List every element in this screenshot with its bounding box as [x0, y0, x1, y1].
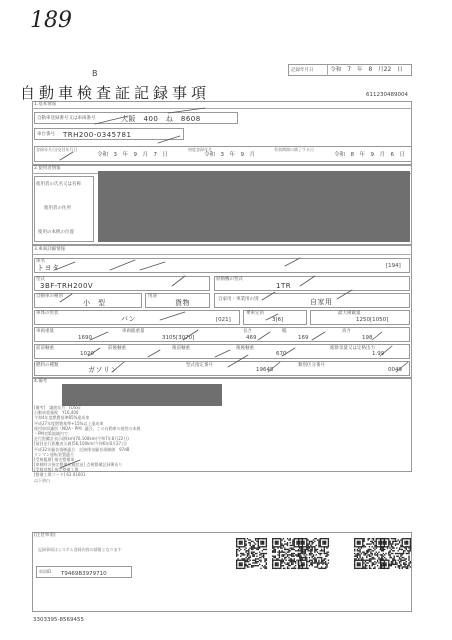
remarks-line: [整備工場コード] 63 01601: [34, 472, 86, 478]
user-info-label: 2.使用者情報: [34, 166, 61, 171]
private-value: 自家用: [310, 298, 333, 306]
remarks-line: [備考] 譲渡年月 [OSS]: [34, 405, 81, 410]
rear-axle-label: 後前軸重: [172, 346, 190, 351]
registration-box: [34, 112, 238, 124]
body-value: バン: [121, 315, 136, 323]
note-label: [注意事項]: [34, 533, 56, 538]
category-label: 自動車の種別: [36, 294, 63, 299]
type-cert-value: 19648: [256, 367, 274, 373]
page-title: 自動車検査証記録事項: [20, 84, 211, 102]
qr-code: [380, 538, 411, 569]
rear2-axle-value: 670: [276, 351, 287, 357]
registration-value: 大阪 400 ね 8608: [121, 114, 201, 123]
divider: [327, 65, 328, 76]
front2-axle-label: 前後軸重: [108, 346, 126, 351]
model-label: 型式: [36, 277, 45, 282]
remarks-line: [車検時の指定整備実施状況] 点検整備記録簿あり: [34, 462, 123, 468]
body-label: 車体の形状: [36, 311, 59, 316]
remarks-line: [受検履歴] 指定整備車: [34, 456, 75, 462]
expiry-label: 有効期間の満了する日: [274, 147, 314, 152]
remarks-line: 以下余白: [34, 477, 50, 483]
fuel-value: ガソリン: [88, 366, 118, 374]
redacted-remarks: [62, 384, 222, 406]
length-value: 469: [246, 335, 257, 341]
private-label: 自家用・事業用の別: [218, 297, 259, 302]
initial-reg-label: 初度登録年月: [188, 147, 212, 152]
capacity-value: 3[6]: [272, 317, 284, 323]
weight-value: 1690: [78, 335, 92, 341]
type-cert-label: 型式指定番号: [186, 363, 213, 368]
width-value: 169: [298, 335, 309, 341]
gross-value: 3105[3070]: [162, 335, 195, 341]
remarks-line: 令和4年度燃費基準85%達成車: [34, 415, 90, 421]
remarks-line: 平成27年度燃費基準+15%以上達成車: [34, 420, 104, 426]
height-value: 198: [362, 335, 373, 341]
divider: [32, 254, 412, 255]
expiry-value: 令和 8 年 9 月 6 日: [334, 152, 405, 158]
qr-code-row: [236, 536, 412, 570]
base-label: 使用の本拠の位置: [38, 230, 74, 235]
note-text: 記録事項はシステム登録内容の情報となります: [38, 547, 122, 552]
make-code: [194]: [386, 263, 401, 269]
capacity-label: 乗車定員: [246, 311, 264, 316]
document-number: 611230489004: [366, 92, 408, 98]
remarks-line: 走行距離計表示値(km)76,100km(令和7年8月22日): [34, 436, 129, 442]
engine-value: 1TR: [276, 282, 292, 290]
model-value: 3BF-TRH200V: [40, 282, 94, 290]
remarks-line: 使用車両識別（NOA・PM）適合。この自動車の使用の本拠: [34, 425, 141, 431]
engine-box: [214, 276, 410, 291]
weight-label: 車両重量: [36, 329, 54, 334]
serial-number: 3303395-8569455: [33, 617, 84, 623]
displacement-label: 総排気量又は定格出力: [330, 346, 375, 351]
length-label: 長さ: [243, 329, 252, 334]
form-code: B: [92, 69, 98, 78]
vehicle-id-box: [36, 566, 132, 578]
use-label: 用途: [148, 294, 157, 299]
width-label: 幅: [282, 329, 287, 334]
remarks-line: [受検形態] 指定整備工場: [34, 467, 79, 473]
load-label: 最大積載量: [338, 311, 361, 316]
issue-date-value: 令和 7 年 8 月22 日: [330, 67, 403, 73]
basic-info-label: 1.基本情報: [34, 102, 57, 107]
handwritten-number: 189: [30, 8, 72, 33]
body-code: [021]: [216, 317, 231, 323]
engine-label: 原動機の型式: [216, 277, 243, 282]
load-value: 1250[1050]: [356, 317, 389, 323]
redacted-user-info: [98, 171, 410, 242]
remarks-line: 自動車重量税 Y16,400: [34, 410, 79, 416]
chassis-box: [34, 128, 184, 140]
category-value: 小 型: [83, 299, 106, 307]
issue-date-box: [288, 64, 412, 76]
divider: [32, 108, 412, 109]
vehicle-info-label: 3.車両詳細情報: [34, 247, 66, 252]
front-axle-label: 前前軸重: [36, 346, 54, 351]
use-value: 貨物: [175, 299, 190, 307]
body-box: [34, 310, 240, 325]
qr-code: [236, 538, 267, 569]
class-value: 0049: [388, 367, 402, 373]
vehicle-id-value: T9469B3979710: [61, 571, 107, 577]
initial-reg-value: 令和 3 年 9 月: [204, 152, 255, 158]
remarks-lines: [34, 406, 334, 484]
make-value: トヨタ: [37, 264, 60, 272]
fuel-label: 燃料の種類: [36, 363, 59, 368]
chassis-label: 車台番号: [37, 132, 55, 137]
registration-label: 自動車登録番号又は車両番号: [37, 116, 96, 121]
class-label: 類別区分番号: [298, 363, 325, 368]
remarks-line: 平成32年騒音規制適合 近接排気騒音規制値 97dB: [34, 446, 130, 452]
remarks-label: 4.備考: [34, 379, 48, 384]
remarks-line: [前回走行距離表示値]56,100km(令和6年8月27日): [34, 441, 127, 447]
vehicle-id-label: 車両ID: [39, 569, 52, 574]
user-address-label: 使用者の住所: [44, 206, 71, 211]
make-row: [34, 258, 410, 273]
displacement-value: 1.99: [372, 351, 385, 357]
height-label: 高さ: [342, 329, 351, 334]
remarks-line: ・PM対策地域内で: [34, 430, 68, 436]
chassis-value: TRH200-0345781: [63, 130, 132, 139]
first-reg-label: 登録年月日/交付年月日: [36, 147, 78, 152]
rear2-axle-label: 後後軸重: [236, 346, 254, 351]
remarks-line: ワンマン運転装置適合: [34, 451, 74, 457]
issue-date-label: 記録年月日: [291, 67, 314, 73]
front-axle-value: 1020: [80, 351, 94, 357]
user-name-label: 使用者の氏名又は名称: [36, 182, 81, 187]
make-label: 車名: [36, 259, 45, 264]
gross-label: 車両総重量: [122, 329, 145, 334]
first-reg-value: 令和 3 年 9 月 7 日: [97, 152, 168, 158]
